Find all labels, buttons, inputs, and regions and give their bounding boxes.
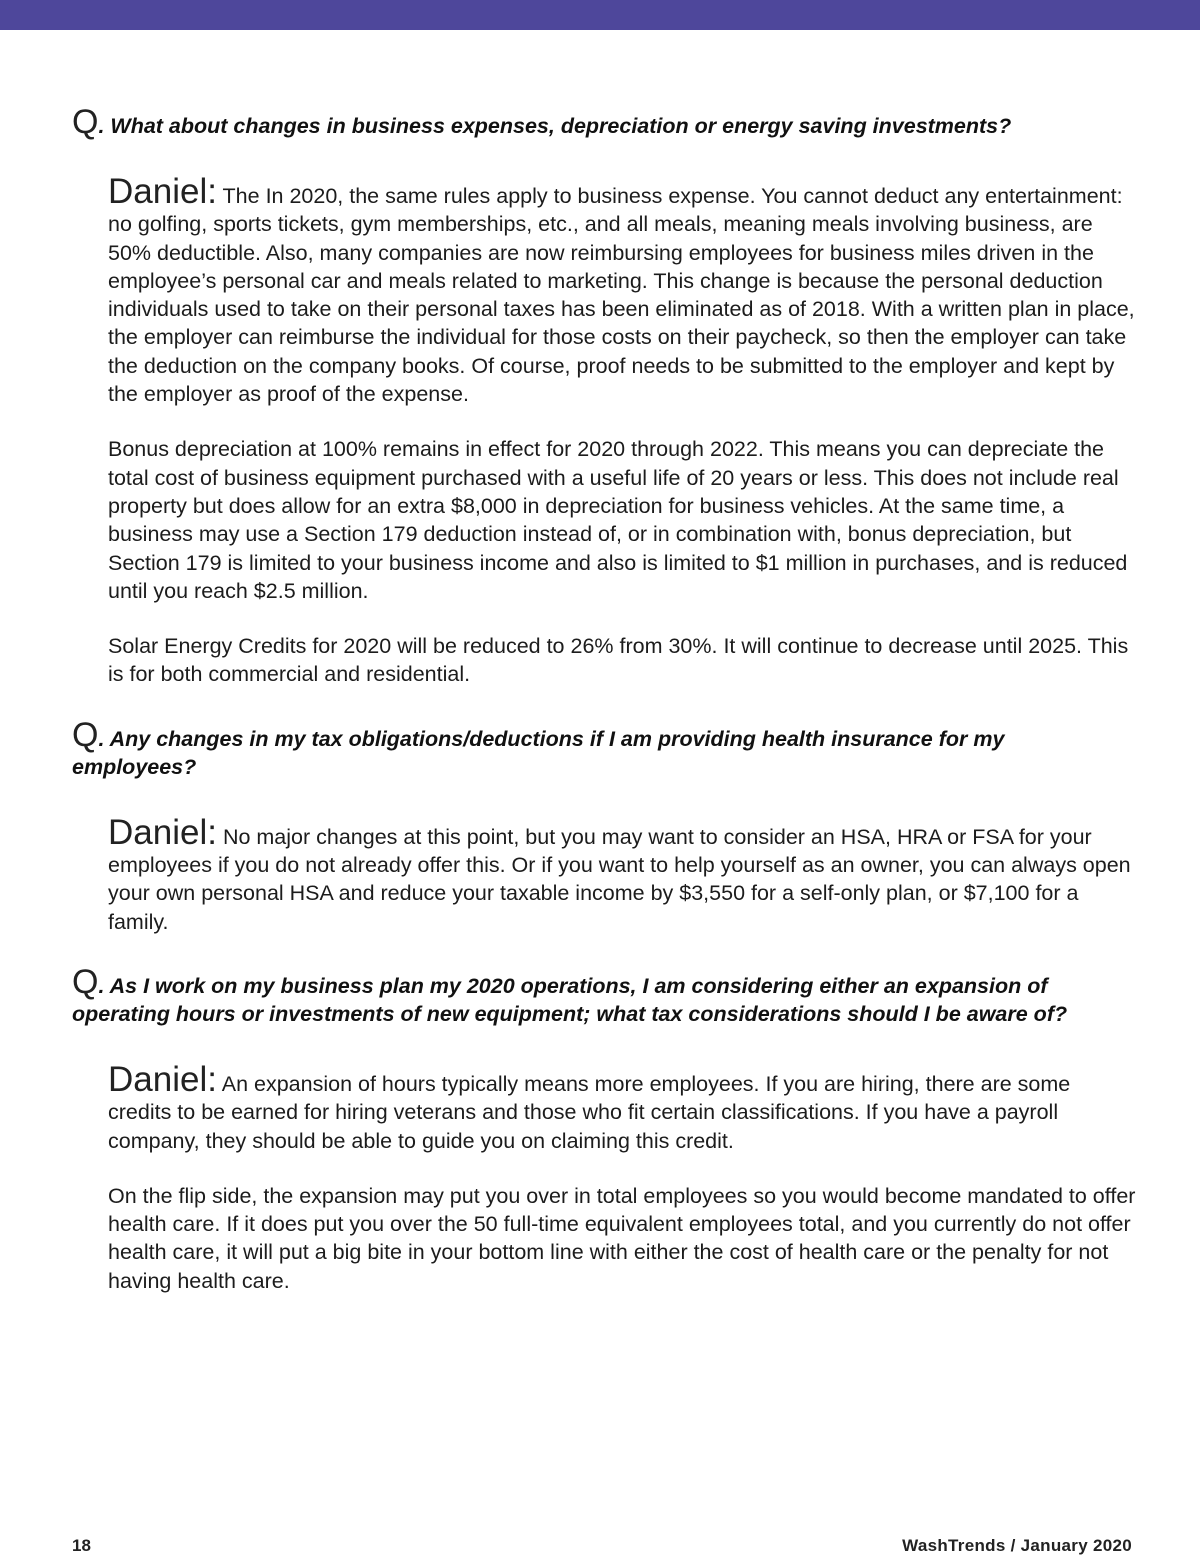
speaker-name: Daniel: [108,172,217,211]
answer-paragraph [108,172,1138,408]
answer-paragraph: Solar Energy Credits for 2020 will be reduced to 26% from 30%. It will continue to decrease until 2025. This is for both commercial and residential. [108,634,1129,687]
answer-paragraph: On the flip side, the expansion may put you over in total employees so you would become mandated to offer health care. If it does put you over the 50 full-time equivalent employees total, and you currently do not offer health care, it will put a big bite in your bottom line with either the cost of health care or the penalty for not having health care. [108,1183,1136,1293]
answer [108,1059,1138,1295]
speaker-name: Daniel: [108,1059,217,1099]
question-text: What about changes in business expenses, depreciation or energy saving investments? [110,114,1012,138]
question-punct: . [98,114,111,138]
question-text: As I work on my business plan my 2020 operations, I am considering either an expansion of operating hours or investments of new equipment; what tax considerations should I be aware of? [72,973,1068,1026]
answer-text: An expansion of hours typically means more employees. If you are hiring, there are some credits to be earned for hiring veterans and those who fit certain classifications. If you have a payroll company, they should be able to guide you on claiming this credit. [108,1071,1071,1153]
question [72,103,1132,141]
article-content [72,103,1136,1322]
answer-paragraph: Bonus depreciation at 100% remains in effect for 2020 through 2022. This means you can depreciate the total cost of business equipment purchased with a useful life of 20 years or less. This does not include real property but does allow for an extra $8,000 in depreciation for business vehicles. At the same time, a business may use a Section 179 deduction instead of, or in combination with, bonus depreciation, but Section 179 is limited to your business income and also is limited to $1 million in purchases, and is reduced until you reach $2.5 million. [108,437,1128,603]
question-punct: . [98,973,110,998]
question [72,962,1132,1028]
answer [108,172,1138,689]
page-number: 18 [72,1536,91,1555]
answer-text: No major changes at this point, but you may want to consider an HSA, HRA or FSA for your employees if you do not already offer this. Or if you want to help yourself as an owner, you can always open your own personal HSA and reduce your taxable income by $3,550 for a self-only plan, or $7,100 for a family. [108,824,1131,934]
question-punct: . [98,726,110,751]
qa-item [72,962,1136,1295]
question-text: Any changes in my tax obligations/deductions if I am providing health insurance for my employees? [72,726,1005,779]
top-color-bar [0,0,1200,30]
question-marker: Q [72,962,99,1001]
answer-paragraph [108,812,1138,936]
question-marker: Q [72,103,99,141]
qa-item [72,103,1135,689]
publication-footer: WashTrends / January 2020 [902,1536,1132,1555]
answer-text: The In 2020, the same rules apply to business expense. You cannot deduct any entertainment: no golfing, sports tickets, gym memberships, etc., and all meals, meaning meals involving business, are 50% deductible. Also, many companies are now reimbursing employees for business miles driven in the employee’s personal car and meals related to marketing. This change is because the personal deduction individuals used to take on their personal taxes has been eliminated as of 2018. With a written plan in place, the employer can reimburse the individual for those costs on their paycheck, so then the employer can take the deduction on the company books. Of course, proof needs to be submitted to the employer and kept by the employer as proof of the expense. [108,184,1135,407]
question-marker: Q [72,715,99,754]
answer-paragraph [108,1059,1138,1155]
question [72,715,1132,781]
answer [108,812,1138,936]
qa-item [72,715,1132,936]
speaker-name: Daniel: [108,812,217,852]
